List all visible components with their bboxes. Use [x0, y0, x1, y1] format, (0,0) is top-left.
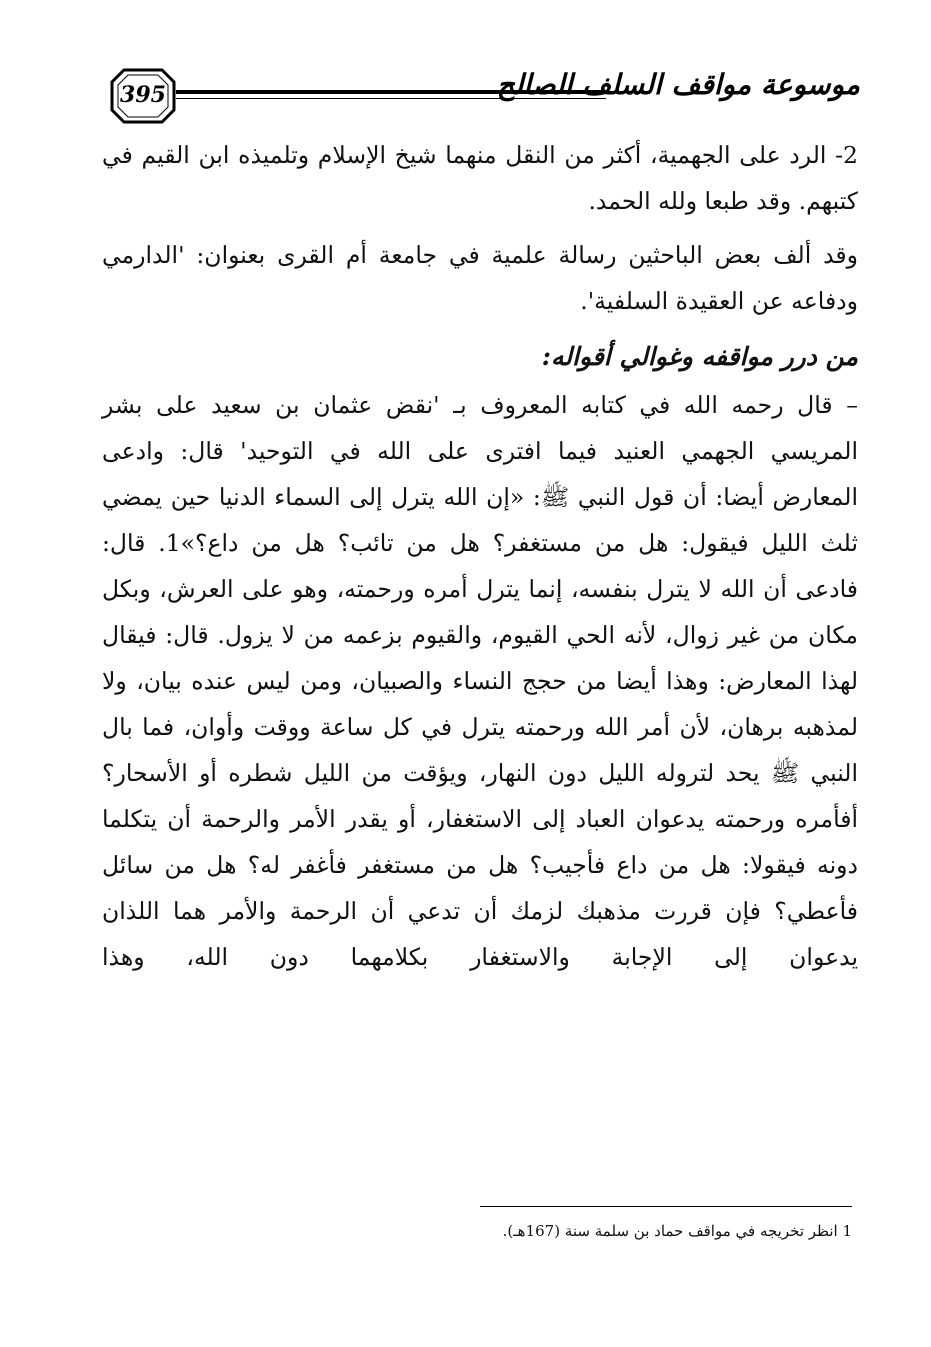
paragraph: وقد ألف بعض الباحثين رسالة علمية في جامعة أم القرى بعنوان: 'الدارمي ودفاعه عن العقيدة السلفية'. [102, 241, 858, 315]
page-number: 395 [120, 82, 166, 108]
page-header [100, 62, 860, 132]
main-quotation-text: – قال رحمه الله في كتابه المعروف بـ 'نقض عثمان بن سعيد على بشر المريسي الجهمي العنيد فيما افترى على الله في التوحيد' قال: وادعى المعارض أيضا: أن قول النبي ﷺ: «إن الله يترل إلى السماء الدنيا حين يمضي ثلث الليل فيقول: هل من مستغفر؟ هل من تائب؟ هل من داع؟»1. قال: فادعى أن الله لا يترل بنفسه، إنما يترل أمره ورحمته، وهو على العرش، وبكل مكان من غير زوال، لأنه الحي القيوم، والقيوم بزعمه من لا يزول. قال: فيقال لهذا المعارض: وهذا أيضا من حجج النساء والصبيان، ومن ليس عنده بيان، ولا لمذهبه برهان، لأن أمر الله ورحمته يترل في كل ساعة ووقت وأوان، فما بال النبي ﷺ يحد لتروله الليل دون النهار، ويؤقت من الليل شطره أو الأسحار؟ أفأمره ورحمته يدعوان العباد إلى الاستغفار، أو يقدر الأمر والرحمة أن يتكلما دونه فيقولا: هل من داع فأجيب؟ هل من مستغفر فأغفر له؟ هل من سائل فأعطي؟ فإن قررت مذهبك لزمك أن تدعي أن الرحمة والأمر هما اللذان يدعوان إلى الإجابة والاستغفار بكلامهما دون الله، وهذا [102, 391, 858, 971]
footnote: 1 انظر تخريجه في مواقف حماد بن سلمة سنة (167هـ). [502, 1222, 852, 1240]
paragraph: 2- الرد على الجهمية، أكثر من النقل منهما شيخ الإسلام وتلميذه ابن القيم في كتبهم. وقد طبعا ولله الحمد. [102, 141, 858, 215]
page-number-badge [110, 68, 176, 124]
book-title: موسوعة مواقف السلف الصالح [496, 68, 860, 101]
page-body [102, 132, 858, 988]
footnote-separator [480, 1206, 852, 1207]
section-heading: من درر مواقفه وغوالي أقواله: [541, 342, 858, 371]
